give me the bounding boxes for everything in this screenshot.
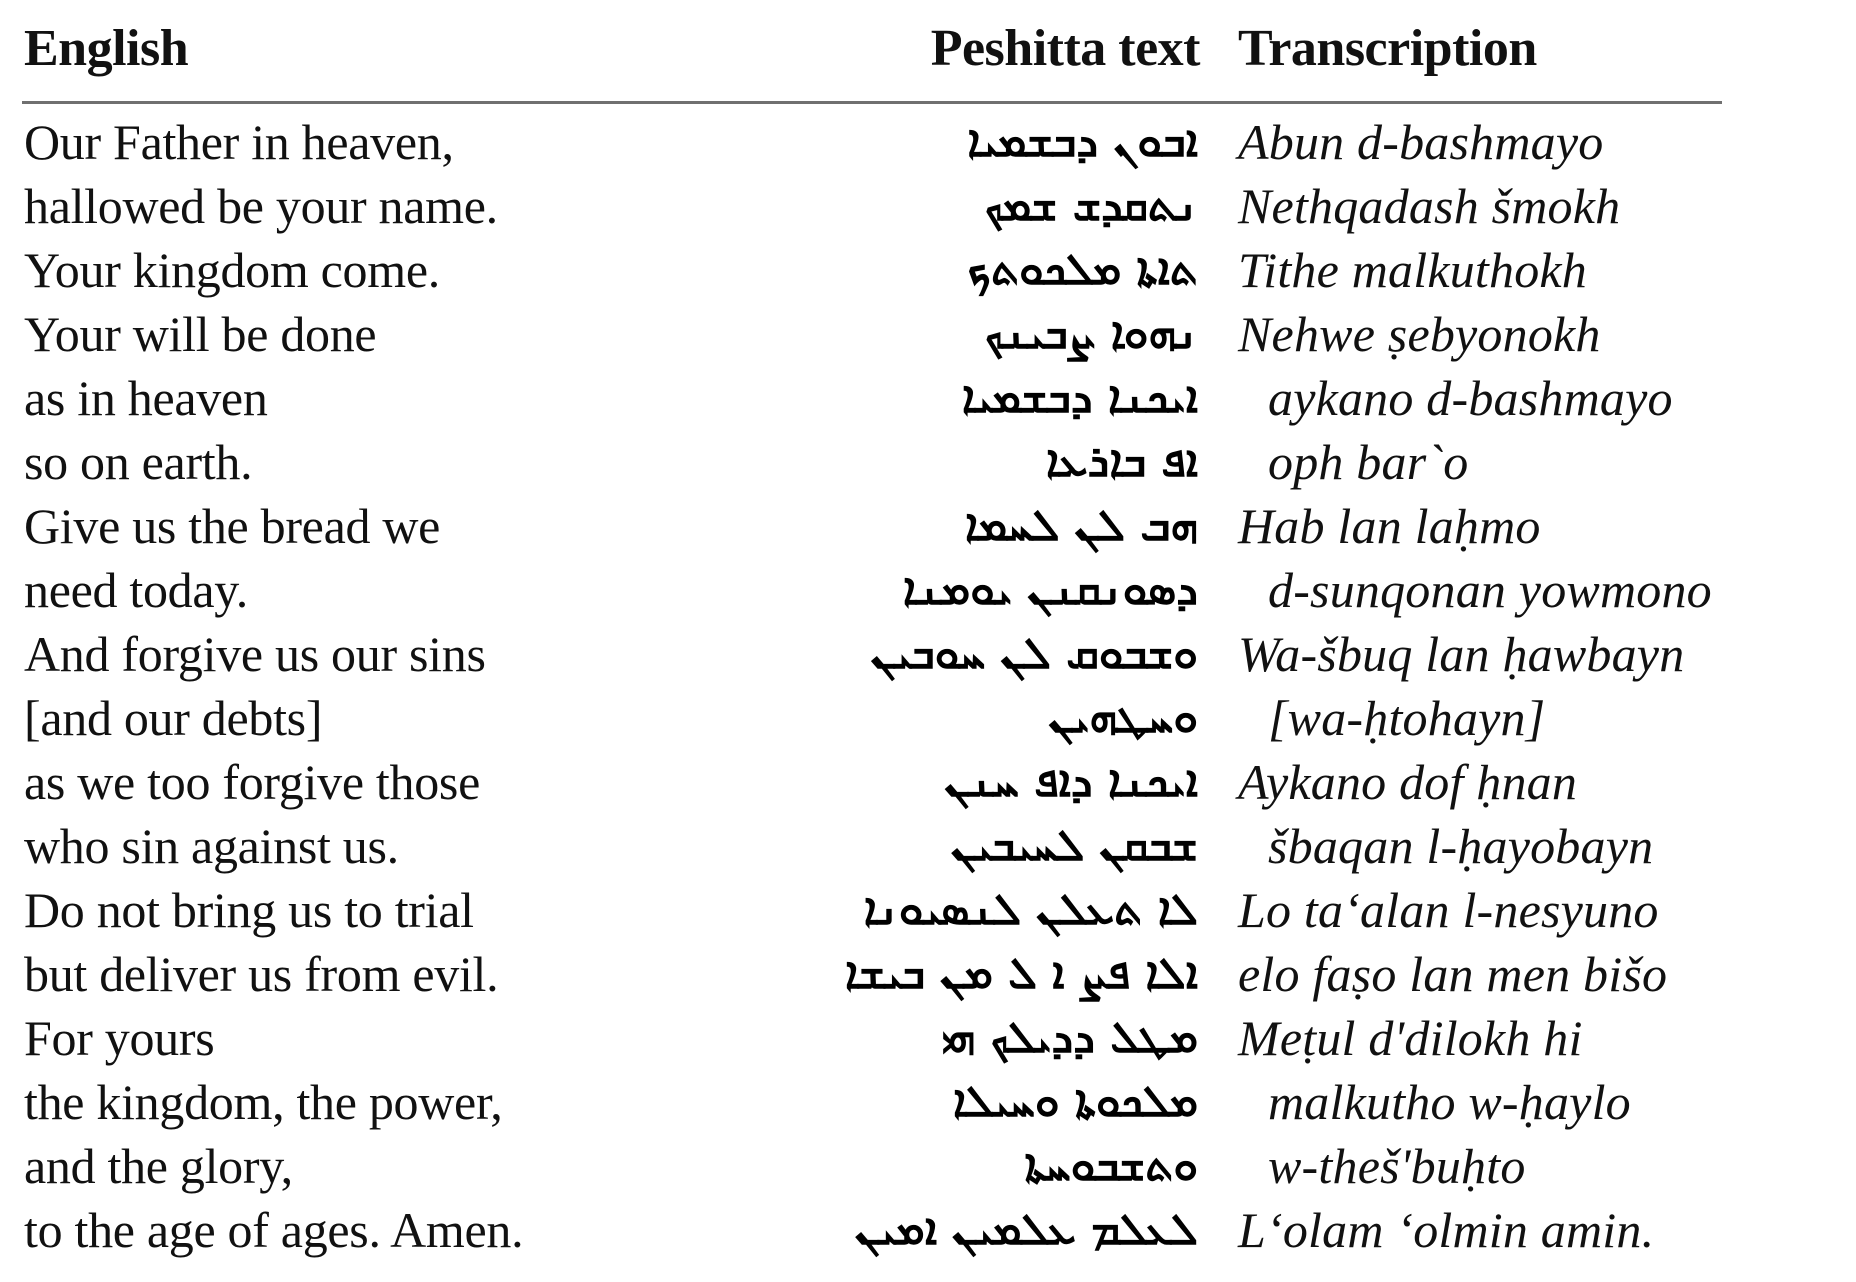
english-cell: [and our debts] bbox=[24, 690, 323, 746]
table-body bbox=[0, 110, 1856, 1262]
peshitta-cell: ܐܠܐ ܦܨ ܐ ܠ ܡܢ ܒܝܫܐ bbox=[844, 948, 1198, 999]
table-row bbox=[0, 430, 1856, 494]
header-divider bbox=[22, 101, 1722, 104]
english-cell: the kingdom, the power, bbox=[24, 1074, 503, 1130]
english-cell: Do not bring us to trial bbox=[24, 882, 474, 938]
peshitta-cell: ܘܫܒܘܩ ܠܢ ܚܘܒܝܢ bbox=[870, 628, 1198, 679]
peshitta-cell: ܠܐ ܬܥܠܢ ܠܢܣܝܘܢܐ bbox=[863, 884, 1198, 935]
transcription-cell: aykano d-bashmayo bbox=[1268, 370, 1673, 426]
table-row bbox=[0, 750, 1856, 814]
english-cell: And forgive us our sins bbox=[24, 626, 486, 682]
peshitta-cell: ܠܥܠܡ ܥܠܡܝܢ ܐܡܝܢ bbox=[855, 1204, 1198, 1255]
table-header-row bbox=[0, 0, 1856, 100]
header-english: English bbox=[24, 20, 189, 77]
table-row bbox=[0, 302, 1856, 366]
table-row bbox=[0, 878, 1856, 942]
header-transcription: Transcription bbox=[1238, 20, 1537, 77]
table-row bbox=[0, 1134, 1856, 1198]
peshitta-cell: ܕܣܘܢܩܢܢ ܝܘܡܢܐ bbox=[902, 564, 1198, 615]
peshitta-cell: ܐܝܟܢܐ ܕܐܦ ܚܢܢ bbox=[944, 756, 1198, 807]
transcription-cell: w-theš'buḥto bbox=[1268, 1138, 1526, 1194]
table-row bbox=[0, 366, 1856, 430]
peshitta-cell: ܐܒܘܢ ܕܒܫܡܝܐ bbox=[967, 116, 1198, 167]
table-row bbox=[0, 238, 1856, 302]
transcription-cell: Tithe malkuthokh bbox=[1238, 242, 1588, 298]
english-cell: and the glory, bbox=[24, 1138, 293, 1194]
peshitta-cell: ܡܛܠ ܕܕܝܠܟ ܗܝ bbox=[941, 1012, 1198, 1063]
peshitta-cell: ܫܒܩܢ ܠܚܝܒܝܢ bbox=[951, 820, 1198, 871]
peshitta-cell: ܗܒ ܠܢ ܠܚܡܐ bbox=[964, 500, 1198, 551]
transcription-cell: Abun d-bashmayo bbox=[1238, 114, 1604, 170]
table-row bbox=[0, 942, 1856, 1006]
transcription-cell: Nehwe ṣebyonokh bbox=[1238, 306, 1601, 362]
english-cell: as in heaven bbox=[24, 370, 268, 426]
english-cell: so on earth. bbox=[24, 434, 253, 490]
english-cell: need today. bbox=[24, 562, 248, 618]
transcription-cell: šbaqan l-ḥayobayn bbox=[1268, 818, 1654, 874]
transcription-cell: Hab lan laḥmo bbox=[1238, 498, 1541, 554]
peshitta-cell: ܢܬܩܕܫ ܫܡܟ bbox=[984, 180, 1198, 231]
table-row bbox=[0, 110, 1856, 174]
transcription-cell: d-sunqonan yowmono bbox=[1268, 562, 1712, 618]
table-row bbox=[0, 622, 1856, 686]
english-cell: to the age of ages. Amen. bbox=[24, 1202, 524, 1258]
english-cell: as we too forgive those bbox=[24, 754, 480, 810]
transcription-cell: Lo ta‘alan l-nesyuno bbox=[1238, 882, 1659, 938]
table-row bbox=[0, 174, 1856, 238]
table-row bbox=[0, 558, 1856, 622]
peshitta-cell: ܡܠܟܘܬܐ ܘܚܝܠܐ bbox=[952, 1076, 1198, 1127]
transcription-cell: elo faṣo lan men bišo bbox=[1238, 946, 1668, 1002]
table-row bbox=[0, 686, 1856, 750]
transcription-cell: Wa-šbuq lan ḥawbayn bbox=[1238, 626, 1685, 682]
transcription-cell: [wa-ḥtohayn] bbox=[1268, 690, 1546, 746]
transcription-cell: L‘olam ‘olmin amin. bbox=[1238, 1202, 1655, 1258]
transcription-cell: Nethqadash šmokh bbox=[1238, 178, 1621, 234]
english-cell: hallowed be your name. bbox=[24, 178, 498, 234]
table-row bbox=[0, 1198, 1856, 1262]
english-cell: Our Father in heaven, bbox=[24, 114, 454, 170]
english-cell: Give us the bread we bbox=[24, 498, 441, 554]
peshitta-cell: ܘܬܫܒܘܚܬܐ bbox=[1024, 1140, 1198, 1191]
table-row bbox=[0, 1070, 1856, 1134]
table-row bbox=[0, 814, 1856, 878]
header-peshitta-text: Peshitta text bbox=[930, 20, 1200, 77]
peshitta-cell: ܐܝܟܢܐ ܕܒܫܡܝܐ bbox=[961, 372, 1198, 423]
english-cell: but deliver us from evil. bbox=[24, 946, 499, 1002]
table-row bbox=[0, 1006, 1856, 1070]
peshitta-cell: ܢܗܘܐ ܨܒܝܢܟ bbox=[984, 308, 1198, 359]
table-row bbox=[0, 494, 1856, 558]
transcription-cell: malkutho w-ḥaylo bbox=[1268, 1074, 1631, 1130]
english-cell: For yours bbox=[24, 1010, 215, 1066]
english-cell: Your kingdom come. bbox=[24, 242, 440, 298]
peshitta-cell: ܬܐܬܐ ܡܠܟܘܬܟ bbox=[967, 244, 1198, 295]
peshitta-cell: ܘܚܛܗܝܢ bbox=[1048, 692, 1198, 743]
transcription-cell: Meṭul d'dilokh hi bbox=[1238, 1010, 1583, 1066]
transcription-cell: Aykano dof ḥnan bbox=[1238, 754, 1578, 810]
english-cell: Your will be done bbox=[24, 306, 377, 362]
english-cell: who sin against us. bbox=[24, 818, 399, 874]
peshitta-cell: ܐܦ ܒܐܪܥܐ bbox=[1045, 436, 1198, 487]
transcription-cell: oph bar`o bbox=[1268, 434, 1469, 490]
